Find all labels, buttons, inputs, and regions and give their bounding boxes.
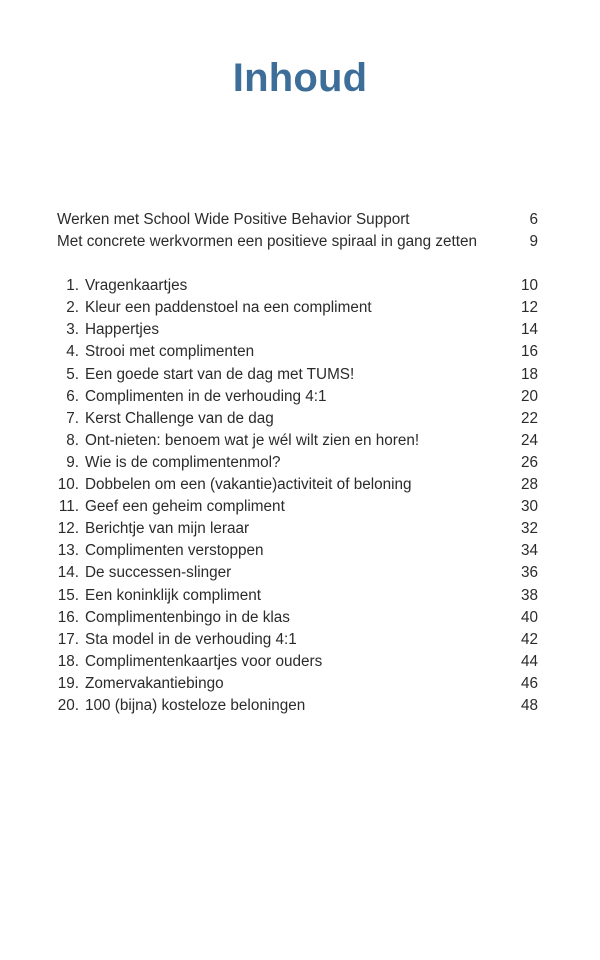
chapter-group [57,275,538,717]
toc-entry-number: 7. [66,409,79,427]
toc-entry-14[interactable] [57,562,538,584]
toc-entry-label: Werken met School Wide Positive Behavior Support [57,211,410,228]
toc-entry-16[interactable] [57,607,538,629]
toc-entry-18[interactable] [57,651,538,673]
toc-entry-label: Een goede start van de dag met TUMS! [85,365,355,383]
toc-entry-label: Complimentenkaartjes voor ouders [85,652,323,670]
toc-entry-page: 9 [529,233,538,251]
toc-entry-label: Kerst Challenge van de dag [85,409,274,427]
toc-entry-label: Berichtje van mijn leraar [85,520,250,538]
toc-entry-page: 46 [520,674,538,692]
toc-entry-number: 16. [57,608,79,626]
toc-entry-label: Kleur een paddenstoel na een compliment [85,299,372,317]
toc-entry-label: Geef een geheim compliment [85,498,285,516]
group-spacer [57,253,538,275]
toc-entry-label: Complimentenbingo in de klas [85,608,290,626]
toc-entry-front-1[interactable] [57,231,538,253]
table-of-contents [57,209,538,717]
toc-entry-page: 24 [520,431,538,449]
toc-entry-3[interactable] [57,319,538,341]
toc-entry-label: Sta model in de verhouding 4:1 [85,630,297,648]
toc-entry-front-0[interactable] [57,209,538,231]
toc-entry-page: 40 [520,608,538,626]
toc-entry-number: 13. [57,542,79,560]
toc-entry-number: 5. [66,365,79,383]
toc-entry-number: 17. [57,630,79,648]
toc-entry-page: 26 [520,453,538,471]
toc-entry-12[interactable] [57,518,538,540]
toc-entry-page: 32 [520,520,538,538]
toc-entry-page: 42 [520,630,538,648]
toc-entry-number: 9. [66,453,79,471]
toc-entry-7[interactable] [57,408,538,430]
toc-entry-page: 20 [520,387,538,405]
toc-entry-label: Complimenten verstoppen [85,542,264,560]
toc-entry-8[interactable] [57,430,538,452]
toc-entry-label: Een koninklijk compliment [85,586,261,604]
toc-entry-6[interactable] [57,386,538,408]
toc-entry-label: Dobbelen om een (vakantie)activiteit of beloning [85,476,412,494]
toc-entry-11[interactable] [57,496,538,518]
toc-entry-page: 38 [520,586,538,604]
toc-entry-number: 18. [57,652,79,670]
toc-entry-5[interactable] [57,364,538,386]
toc-entry-label: Ont-nieten: benoem wat je wél wilt zien en horen! [85,431,420,449]
toc-entry-number: 20. [57,696,79,714]
toc-entry-label: Strooi met complimenten [85,343,255,361]
toc-entry-label: Zomervakantiebingo [85,674,224,692]
toc-entry-number: 1. [66,277,79,295]
toc-entry-number: 12. [57,520,79,538]
toc-entry-page: 28 [520,476,538,494]
toc-entry-page: 10 [520,277,538,295]
toc-entry-page: 34 [520,542,538,560]
toc-entry-page: 16 [520,343,538,361]
toc-entry-page: 6 [529,211,538,228]
toc-entry-label: Wie is de complimentenmol? [85,453,281,471]
toc-entry-number: 3. [66,321,79,339]
toc-entry-20[interactable] [57,695,538,717]
toc-entry-label: 100 (bijna) kosteloze beloningen [85,696,306,714]
toc-entry-label: Complimenten in de verhouding 4:1 [85,387,327,405]
toc-entry-label: De successen-slinger [85,564,232,582]
toc-entry-number: 15. [57,586,79,604]
toc-entry-page: 14 [520,321,538,339]
toc-entry-4[interactable] [57,341,538,363]
toc-entry-label: Happertjes [85,321,159,339]
toc-entry-label: Met concrete werkvormen een positieve spiraal in gang zetten [57,233,478,251]
toc-entry-page: 18 [520,365,538,383]
page-title: Inhoud [232,56,368,100]
toc-entry-13[interactable] [57,540,538,562]
toc-entry-number: 2. [66,299,79,317]
toc-entry-number: 19. [57,674,79,692]
toc-entry-label: Vragenkaartjes [85,277,188,295]
toc-entry-number: 6. [66,387,79,405]
toc-entry-19[interactable] [57,673,538,695]
toc-entry-17[interactable] [57,629,538,651]
toc-entry-page: 48 [520,696,538,714]
toc-entry-page: 30 [520,498,538,516]
toc-entry-number: 14. [57,564,79,582]
toc-entry-1[interactable] [57,275,538,297]
toc-entry-2[interactable] [57,297,538,319]
toc-entry-number: 11. [58,498,79,516]
toc-entry-10[interactable] [57,474,538,496]
toc-entry-page: 22 [520,409,538,427]
toc-entry-page: 12 [520,299,538,317]
toc-entry-number: 10. [57,476,79,494]
toc-entry-page: 44 [520,652,538,670]
front-matter-group [57,209,538,253]
toc-entry-number: 8. [66,431,79,449]
toc-entry-number: 4. [66,343,79,361]
toc-entry-9[interactable] [57,452,538,474]
toc-entry-page: 36 [520,564,538,582]
toc-entry-15[interactable] [57,585,538,607]
